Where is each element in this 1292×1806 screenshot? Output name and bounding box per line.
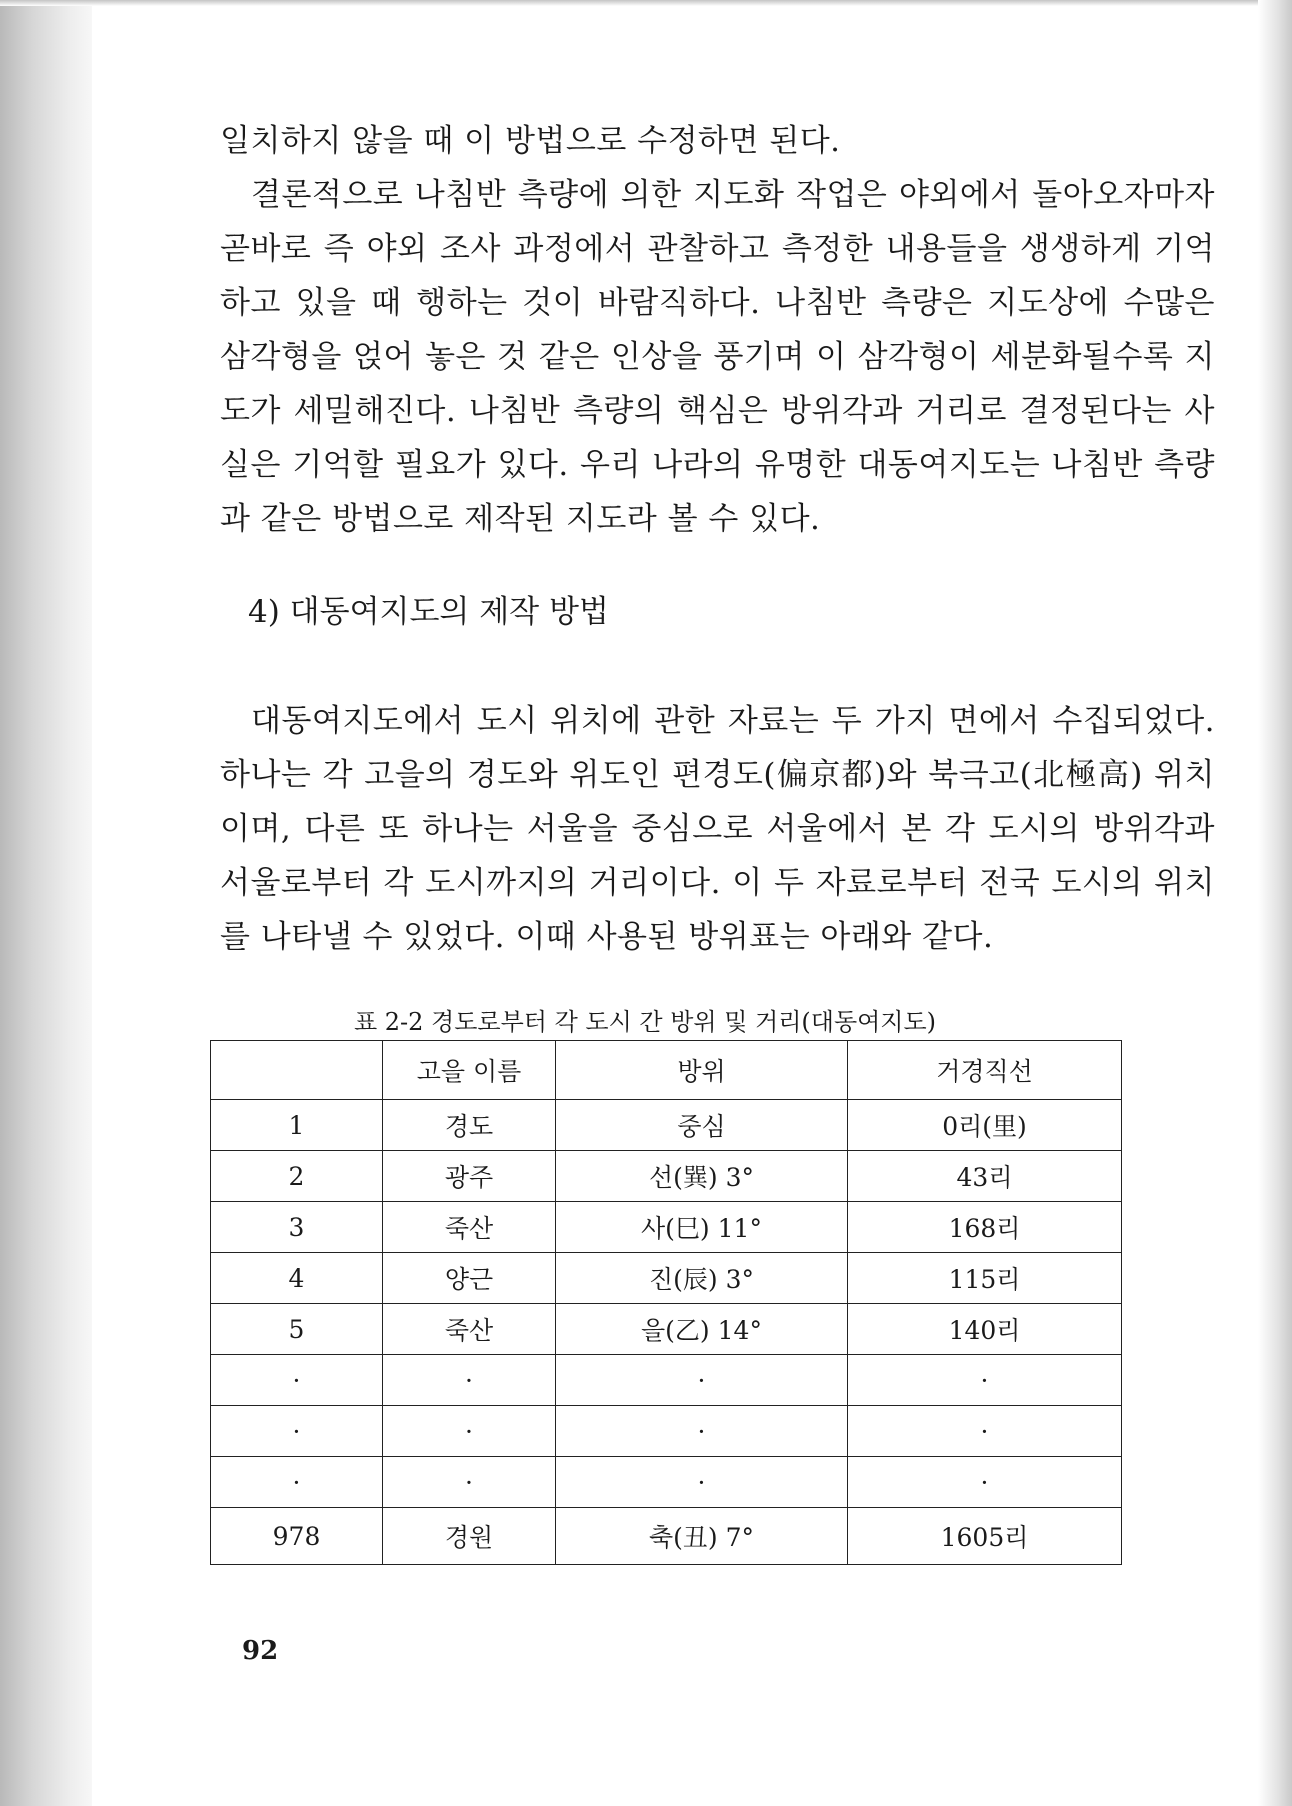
cell-distance: · <box>848 1406 1122 1457</box>
cell-index: · <box>211 1406 383 1457</box>
cell-distance: 168리 <box>848 1202 1122 1253</box>
cell-direction: · <box>556 1457 848 1508</box>
header-town-name: 고을 이름 <box>383 1041 556 1100</box>
cell-town: 경원 <box>383 1508 556 1565</box>
cell-index: · <box>211 1355 383 1406</box>
page-edge-right <box>1258 0 1292 1806</box>
page-number: 92 <box>242 1636 279 1666</box>
table-row <box>211 1304 1122 1355</box>
table-row <box>211 1253 1122 1304</box>
book-page <box>92 6 1258 1806</box>
header-distance: 거경직선 <box>848 1041 1122 1100</box>
section-heading: 4) 대동여지도의 제작 방법 <box>248 594 609 630</box>
cell-distance: 115리 <box>848 1253 1122 1304</box>
paragraph-3: 대동여지도에서 도시 위치에 관한 자료는 두 가지 면에서 수집되었다. 하나는 각 고을의 경도와 위도인 편경도(偏京都)와 북극고(北極高) 위치이며, 다른 또 하나는 서울을 중심으로 서울에서 본 각 도시의 방위각과 서울로부터 각 도시까지의 거리이다. 이 두 자료로부터 전국 도시의 위치를 나타낼 수 있었다. 이때 사용된 방위표는 아래와 같다. <box>220 703 1215 955</box>
cell-town: · <box>383 1355 556 1406</box>
paragraph-2: 결론적으로 나침반 측량에 의한 지도화 작업은 야외에서 돌아오자마자 곧바로 즉 야외 조사 과정에서 관찰하고 측정한 내용들을 생생하게 기억하고 있을 때 행하는 것이 바람직하다. 나침반 측량은 지도상에 수많은 삼각형을 얹어 놓은 것 같은 인상을 풍기며 이 삼각형이 세분화될수록 지도가 세밀해진다. 나침반 측량의 핵심은 방위각과 거리로 결정된다는 사실은 기억할 필요가 있다. 우리 나라의 유명한 대동여지도는 나침반 측량과 같은 방법으로 제작된 지도라 볼 수 있다. <box>220 177 1215 537</box>
cell-index: 3 <box>211 1202 383 1253</box>
cell-town: · <box>383 1406 556 1457</box>
table-row <box>211 1457 1122 1508</box>
table-row <box>211 1202 1122 1253</box>
cell-town: 경도 <box>383 1100 556 1151</box>
cell-direction: · <box>556 1406 848 1457</box>
page-edge-left <box>0 0 92 1806</box>
table-caption: 표 2-2 경도로부터 각 도시 간 방위 및 거리(대동여지도) <box>353 1008 937 1036</box>
cell-index: · <box>211 1457 383 1508</box>
cell-index: 4 <box>211 1253 383 1304</box>
table-header-row <box>211 1041 1122 1100</box>
cell-town: 광주 <box>383 1151 556 1202</box>
table-row <box>211 1151 1122 1202</box>
cell-town: 죽산 <box>383 1202 556 1253</box>
table-row <box>211 1406 1122 1457</box>
cell-direction: 을(乙) 14° <box>556 1304 848 1355</box>
paragraph-1: 일치하지 않을 때 이 방법으로 수정하면 된다. <box>220 123 841 159</box>
cell-index: 978 <box>211 1508 383 1565</box>
cell-direction: 진(辰) 3° <box>556 1253 848 1304</box>
text-block-top <box>220 114 1215 546</box>
direction-distance-table <box>210 1040 1122 1565</box>
cell-index: 1 <box>211 1100 383 1151</box>
cell-town: 죽산 <box>383 1304 556 1355</box>
text-block-middle <box>220 694 1215 964</box>
cell-direction: · <box>556 1355 848 1406</box>
cell-index: 2 <box>211 1151 383 1202</box>
cell-town: · <box>383 1457 556 1508</box>
table-row <box>211 1355 1122 1406</box>
cell-distance: 43리 <box>848 1151 1122 1202</box>
cell-direction: 선(巽) 3° <box>556 1151 848 1202</box>
table-row <box>211 1508 1122 1565</box>
cell-index: 5 <box>211 1304 383 1355</box>
cell-direction: 중심 <box>556 1100 848 1151</box>
header-direction: 방위 <box>556 1041 848 1100</box>
cell-direction: 축(丑) 7° <box>556 1508 848 1565</box>
cell-distance: 140리 <box>848 1304 1122 1355</box>
cell-town: 양근 <box>383 1253 556 1304</box>
cell-distance: 1605리 <box>848 1508 1122 1565</box>
cell-distance: 0리(里) <box>848 1100 1122 1151</box>
table-row <box>211 1100 1122 1151</box>
header-index <box>211 1041 383 1100</box>
cell-distance: · <box>848 1355 1122 1406</box>
cell-distance: · <box>848 1457 1122 1508</box>
cell-direction: 사(巳) 11° <box>556 1202 848 1253</box>
